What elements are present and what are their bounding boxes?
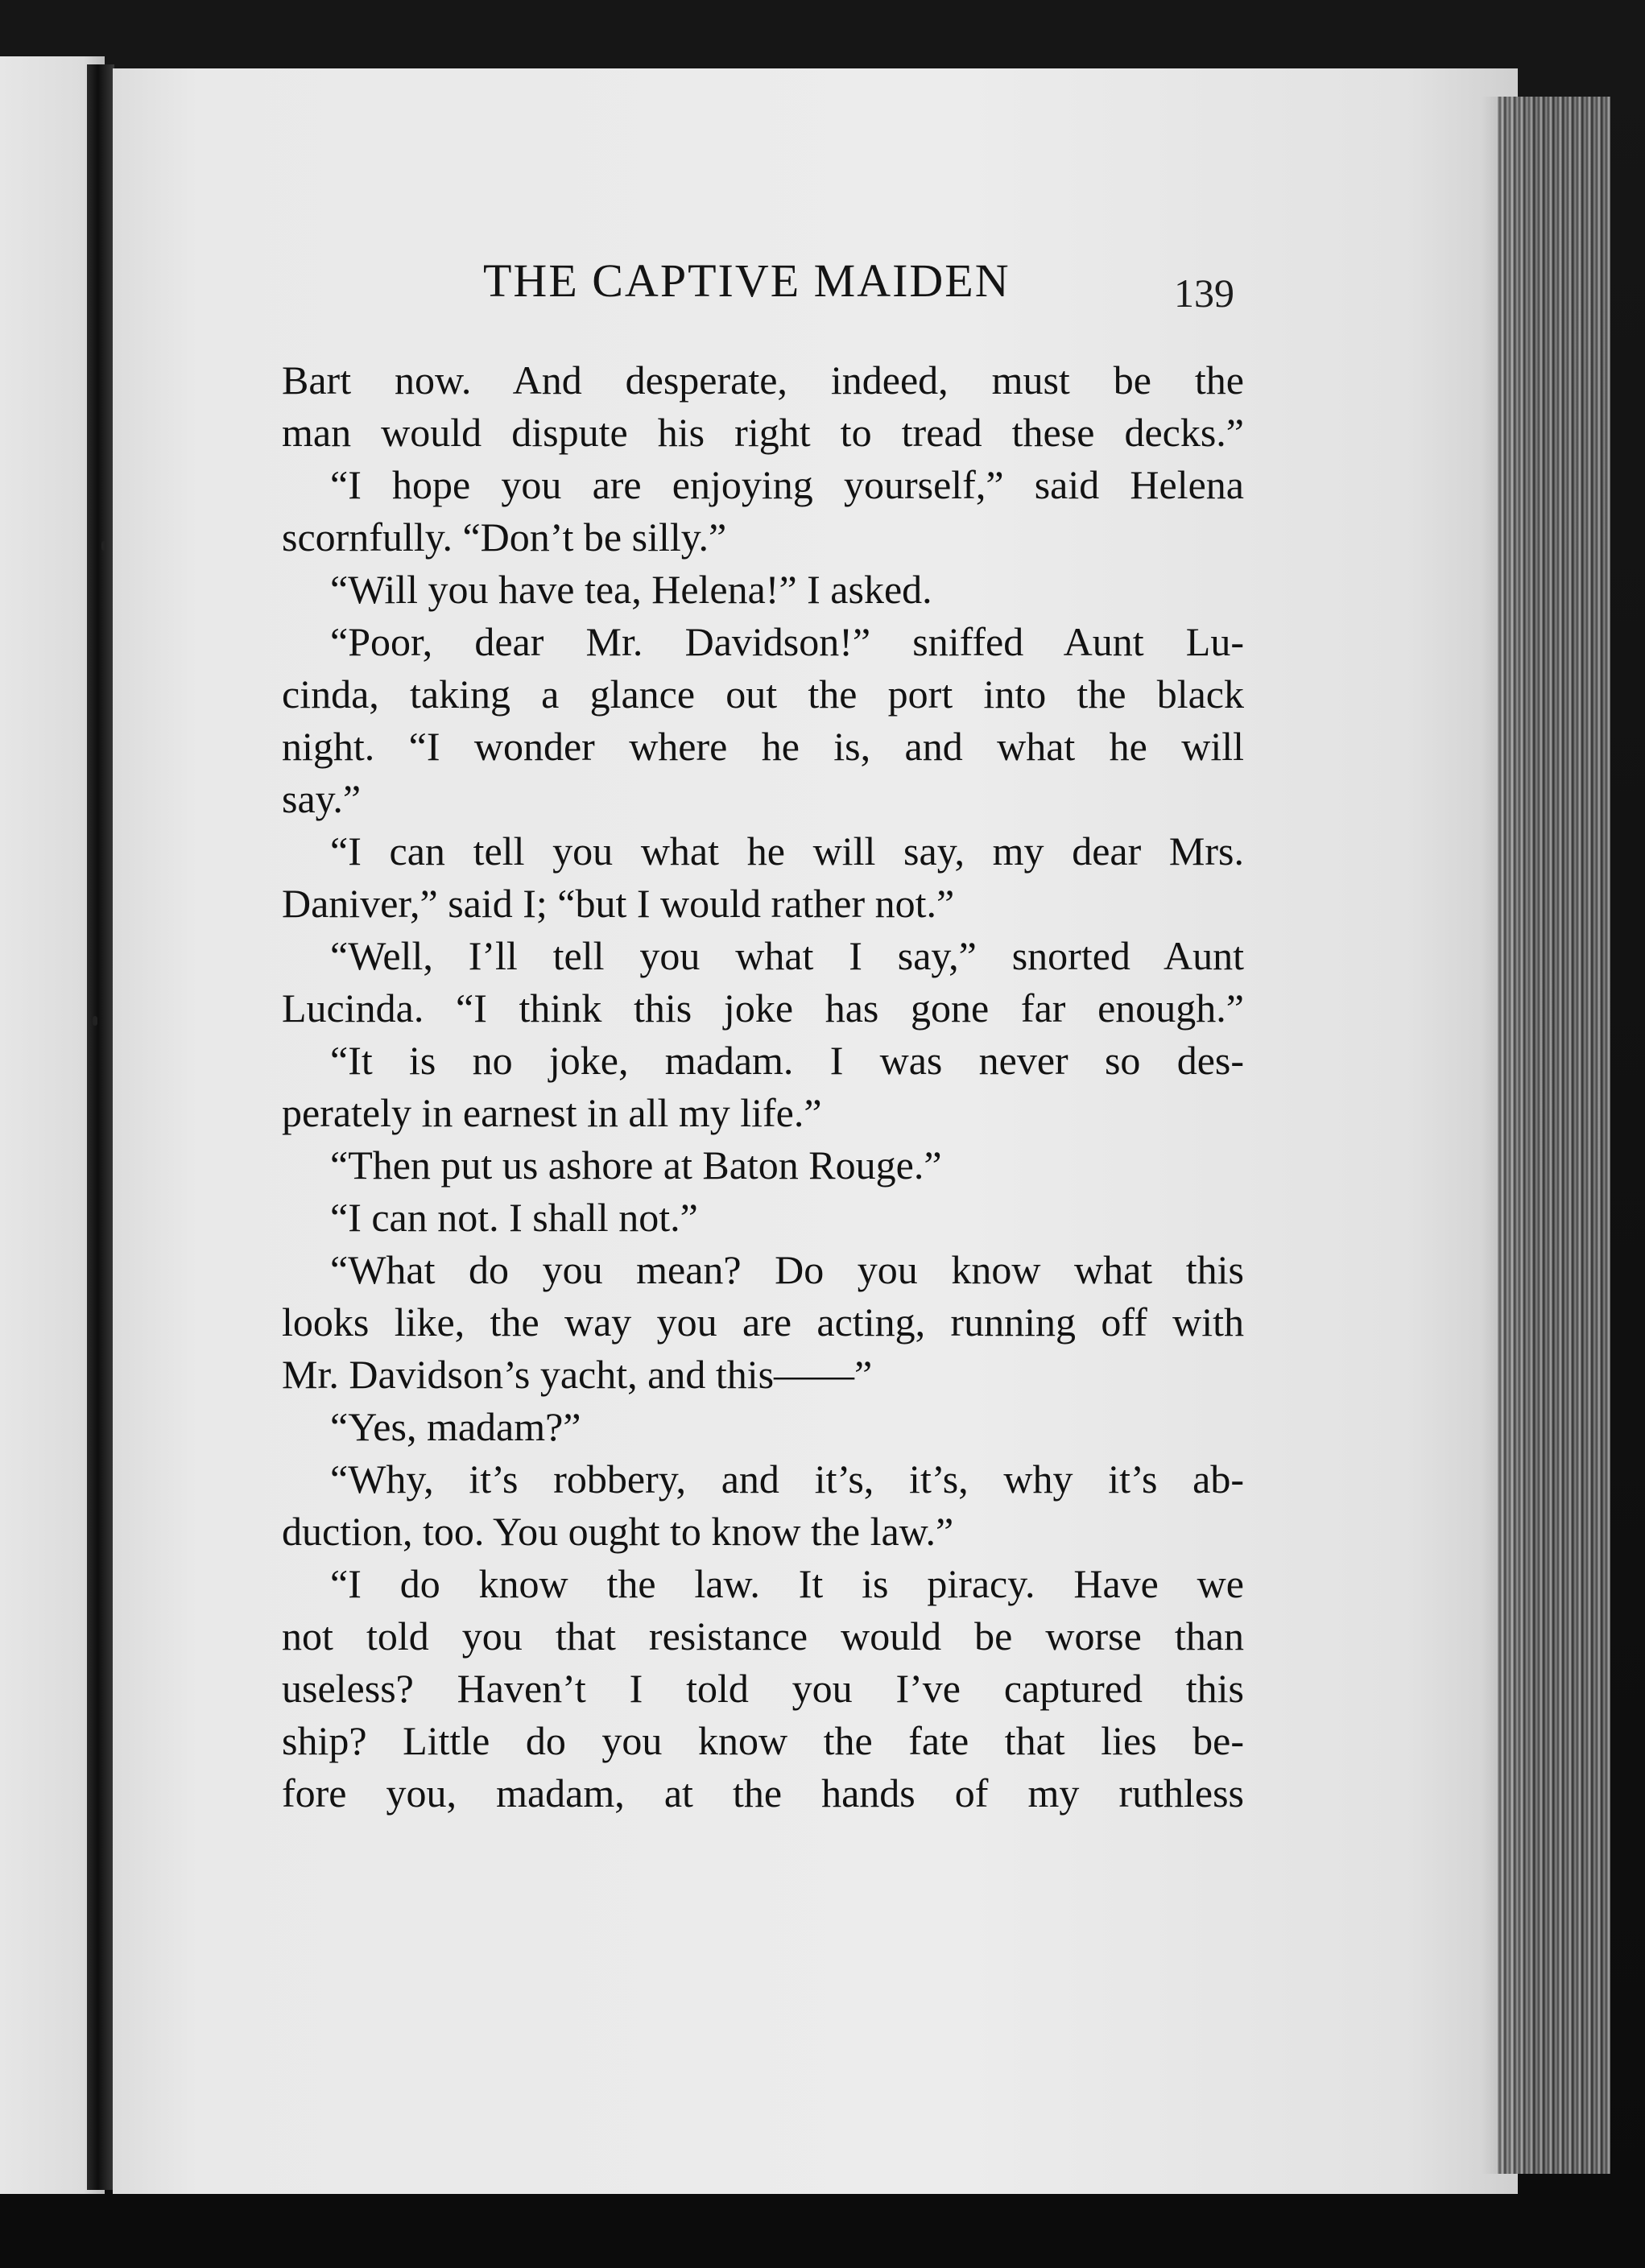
text-line: “It is no joke, madam. I was never so des-	[330, 1038, 1244, 1083]
text-line: say.”	[282, 776, 362, 821]
text-line: “What do you mean? Do you know what this	[330, 1247, 1244, 1292]
text-line: looks like, the way you are acting, running off with	[282, 1299, 1244, 1345]
text-line: cinda, taking a glance out the port into the black	[282, 671, 1244, 717]
running-head: THE CAPTIVE MAIDEN	[483, 254, 1011, 307]
text-line: “Why, it’s robbery, and it’s, it’s, why it’s ab-	[330, 1456, 1244, 1502]
text-line: not told you that resistance would be worse than	[282, 1613, 1244, 1659]
text-line: Daniver,” said I; “but I would rather not.”	[282, 881, 955, 926]
text-line: night. “I wonder where he is, and what he will	[282, 724, 1244, 769]
book-gutter	[87, 64, 114, 2190]
text-line: useless? Haven’t I told you I’ve captured this	[282, 1666, 1244, 1711]
text-line: “I do know the law. It is piracy. Have we	[330, 1561, 1244, 1606]
text-line: “Then put us ashore at Baton Rouge.”	[330, 1142, 942, 1188]
text-line: perately in earnest in all my life.”	[282, 1090, 822, 1135]
gutter-mark	[93, 1016, 97, 1026]
text-line: Bart now. And desperate, indeed, must be the	[282, 357, 1244, 403]
text-line: “Well, I’ll tell you what I say,” snorted Aunt	[330, 933, 1244, 978]
text-line: man would dispute his right to tread these decks.”	[282, 410, 1244, 455]
page-number: 139	[1174, 271, 1234, 316]
text-line: “Poor, dear Mr. Davidson!” sniffed Aunt Lu-	[330, 619, 1244, 664]
text-line: “Will you have tea, Helena!” I asked.	[330, 567, 932, 612]
text-line: “I can tell you what he will say, my dear Mrs.	[330, 828, 1244, 874]
text-line: scornfully. “Don’t be silly.”	[282, 514, 727, 560]
text-line: Mr. Davidson’s yacht, and this——”	[282, 1352, 873, 1397]
text-line: ship? Little do you know the fate that lies be-	[282, 1718, 1244, 1763]
text-line: Lucinda. “I think this joke has gone far enough.”	[282, 985, 1244, 1031]
text-line: “Yes, madam?”	[330, 1404, 581, 1449]
gutter-mark	[101, 541, 106, 551]
text-line: duction, too. You ought to know the law.”	[282, 1509, 954, 1554]
text-line: fore you, madam, at the hands of my ruthless	[282, 1770, 1244, 1816]
body-text	[282, 354, 1244, 1820]
book-fore-edge	[1498, 97, 1610, 2174]
text-line: “I hope you are enjoying yourself,” said Helena	[330, 462, 1244, 507]
text-line: “I can not. I shall not.”	[330, 1195, 698, 1240]
